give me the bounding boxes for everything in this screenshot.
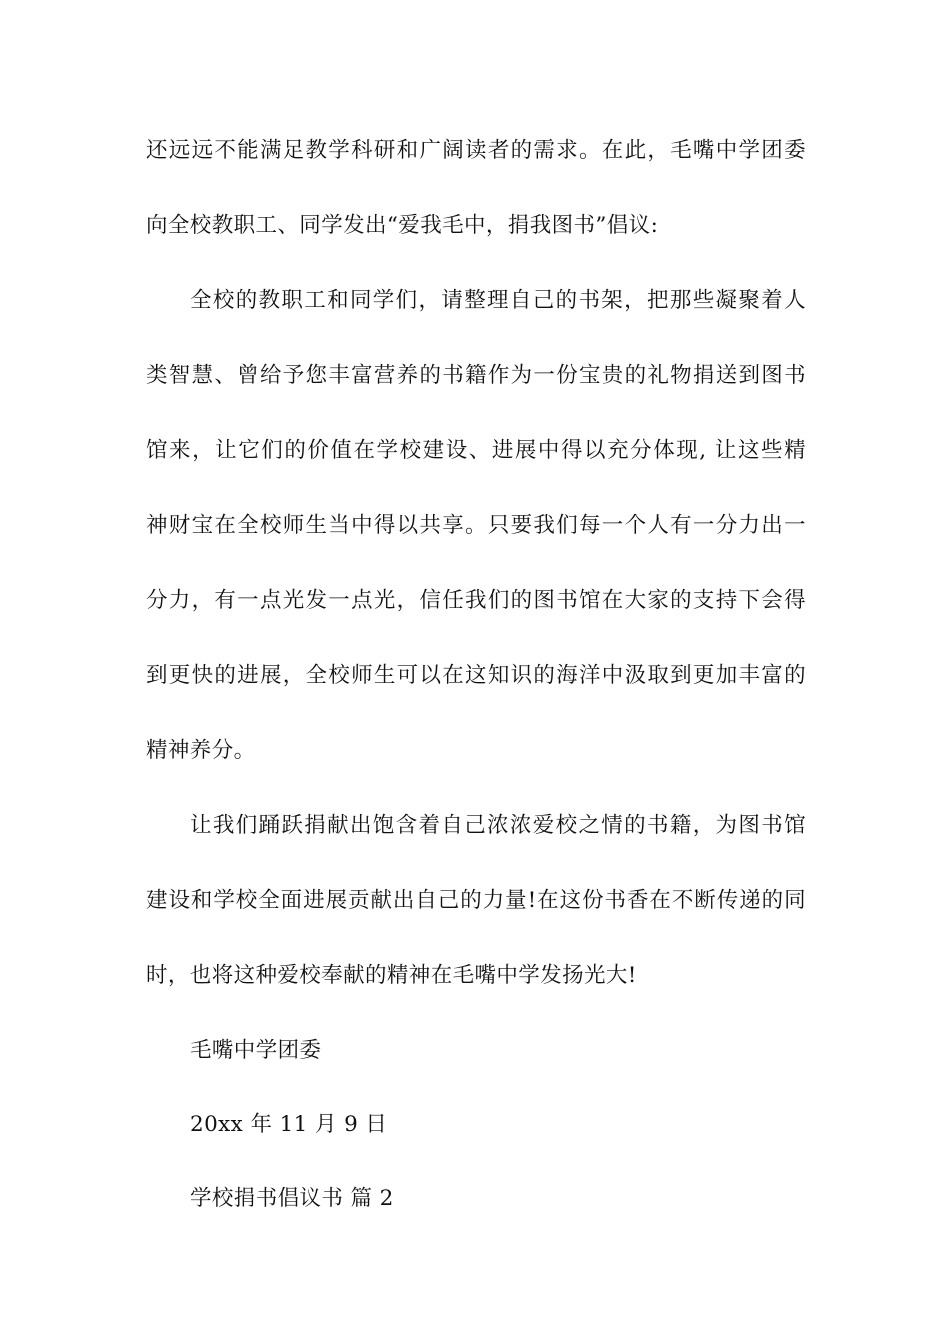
paragraph-2-line-3: 馆来，让它们的价值在学校建设、进展中得以充分体现, 让这些精	[146, 438, 806, 463]
signature-organization: 毛嘴中学团委	[190, 1038, 322, 1063]
paragraph-3-line-1: 让我们踊跃捐献出饱含着自己浓浓爱校之情的书籍，为图书馆	[190, 813, 806, 838]
section-heading: 学校捐书倡议书 篇 2	[190, 1186, 394, 1211]
paragraph-2-line-6: 到更快的进展，全校师生可以在这知识的海洋中汲取到更加丰富的	[146, 663, 806, 688]
paragraph-2-line-1: 全校的教职工和同学们，请整理自己的书架，把那些凝聚着人	[190, 288, 806, 313]
paragraph-2-line-7: 精神养分。	[146, 738, 256, 763]
paragraph-3-line-2: 建设和学校全面进展贡献出自己的力量!在这份书香在不断传递的同	[146, 888, 806, 913]
paragraph-2-line-4: 神财宝在全校师生当中得以共享。只要我们每一个人有一分力出一	[146, 513, 806, 538]
paragraph-2-line-5: 分力，有一点光发一点光，信任我们的图书馆在大家的支持下会得	[146, 588, 806, 613]
paragraph-1-line-2: 向全校教职工、同学发出“爱我毛中，捐我图书”倡议:	[146, 213, 659, 238]
paragraph-3-line-3: 时，也将这种爱校奉献的精神在毛嘴中学发扬光大!	[146, 963, 637, 988]
paragraph-1-line-1: 还远远不能满足教学科研和广阔读者的需求。在此，毛嘴中学团委	[146, 138, 806, 163]
signature-date: 20xx 年 11 月 9 日	[190, 1112, 388, 1137]
paragraph-2-line-2: 类智慧、曾给予您丰富营养的书籍作为一份宝贵的礼物捐送到图书	[146, 363, 806, 388]
